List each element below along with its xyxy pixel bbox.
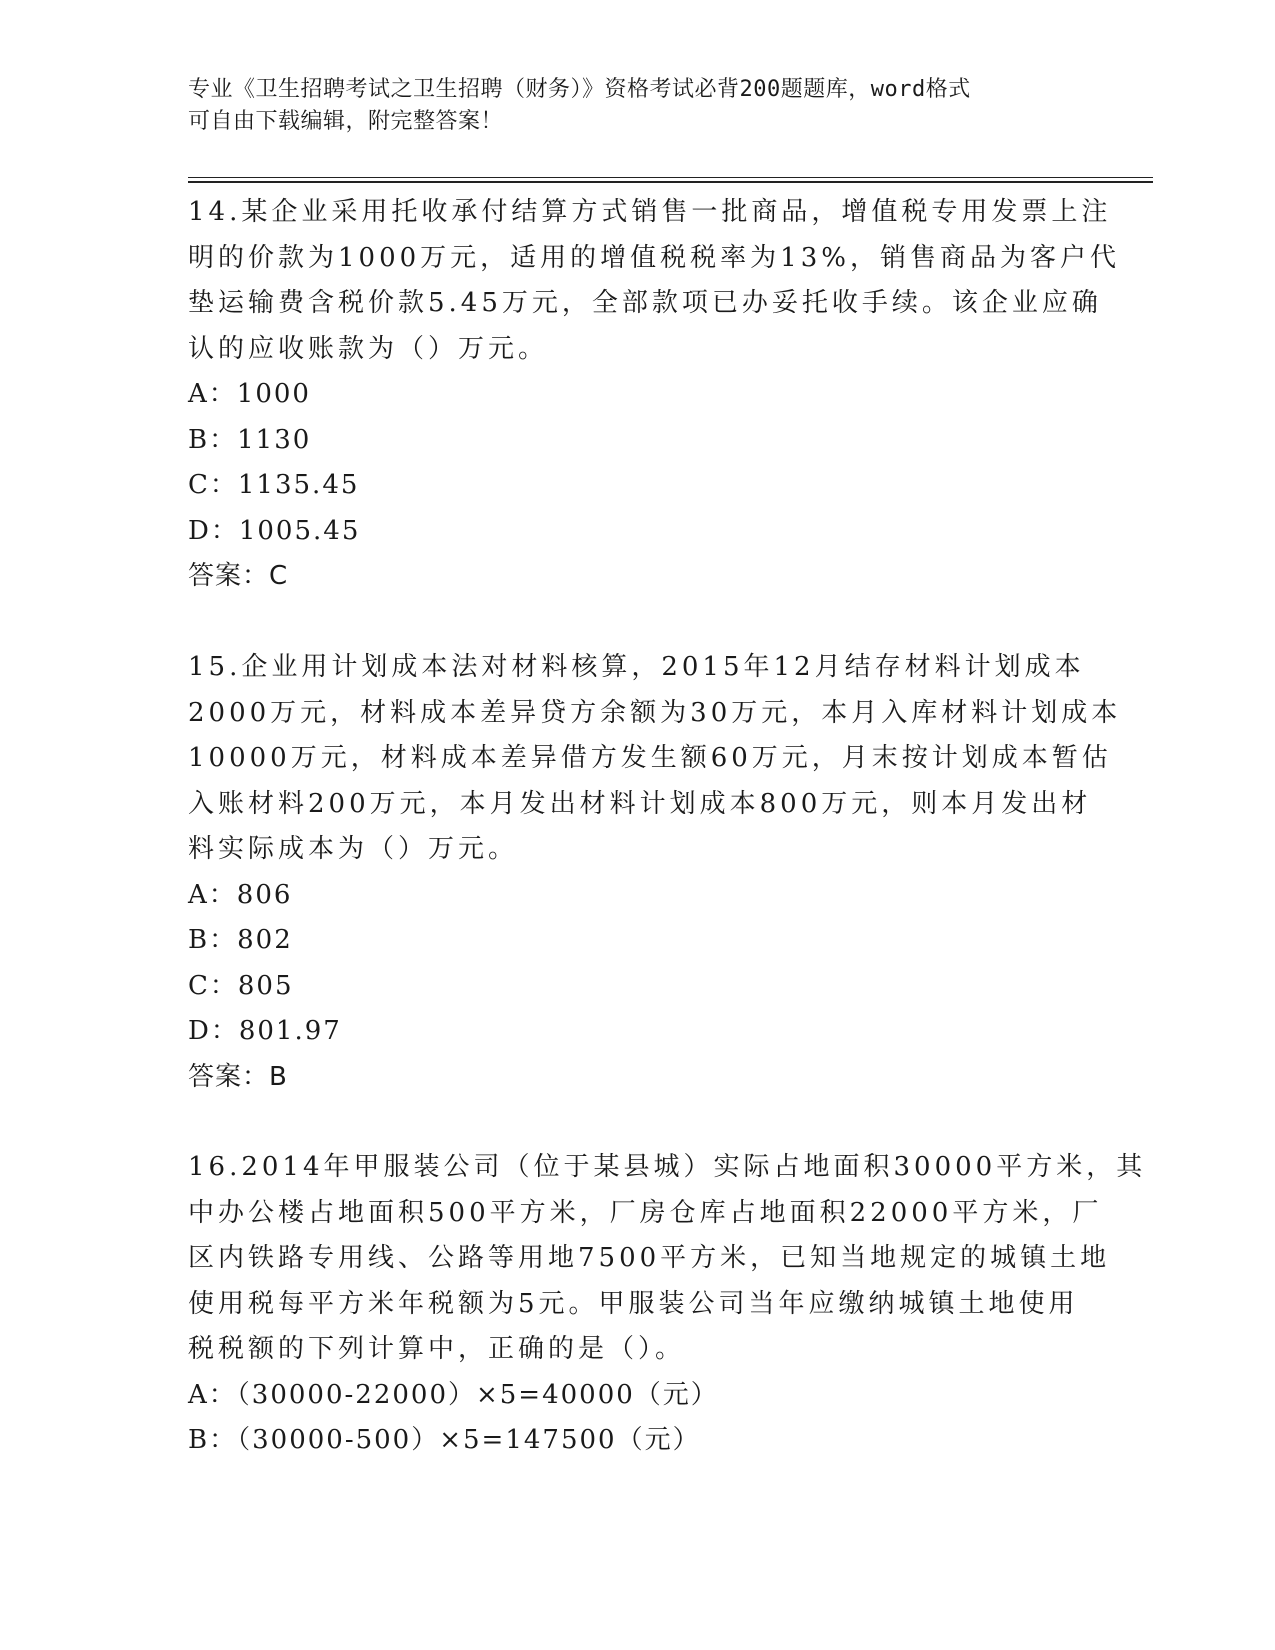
option-b: B：（30000-500）×5=147500（元） — [188, 1425, 701, 1455]
answer-label: 答案：B — [188, 1061, 288, 1092]
option-c: C：1135.45 — [188, 470, 360, 500]
option-a: A：（30000-22000）×5=40000（元） — [188, 1379, 719, 1410]
question-stem-line: 中办公楼占地面积500平方米，厂房仓库占地面积22000平方米，厂 — [188, 1197, 1103, 1228]
question-stem-line: 14.某企业采用托收承付结算方式销售一批商品，增值税专用发票上注 — [188, 197, 1112, 227]
answer-label: 答案：C — [188, 561, 289, 591]
question-stem-line: 16.2014年甲服装公司（位于某县城）实际占地面积30000平方米，其 — [188, 1152, 1147, 1182]
header-line-2: 可自由下载编辑，附完整答案！ — [188, 109, 504, 134]
question-15 — [188, 645, 1122, 1100]
option-d: D：801.97 — [188, 1016, 342, 1046]
header-divider-thick — [188, 181, 1153, 183]
question-stem-line: 10000万元，材料成本差异借方发生额60万元，月末按计划成本暂估 — [188, 743, 1112, 773]
question-16 — [188, 1145, 1147, 1464]
question-stem-line: 明的价款为1000万元，适用的增值税税率为13%，销售商品为客户代 — [188, 242, 1120, 273]
option-b: B：802 — [188, 925, 293, 955]
question-stem-line: 料实际成本为（）万元。 — [188, 834, 519, 864]
header-line-1: 专业《卫生招聘考试之卫生招聘（财务）》资格考试必背200题题库，word格式 — [188, 77, 971, 102]
question-14 — [188, 190, 1120, 600]
document-header — [188, 74, 1088, 138]
question-stem-line: 认的应收账款为（）万元。 — [188, 333, 549, 364]
question-stem-line: 垫运输费含税价款5.45万元，全部款项已办妥托收手续。该企业应确 — [188, 288, 1102, 318]
question-stem-line: 15.企业用计划成本法对材料核算，2015年12月结存材料计划成本 — [188, 652, 1085, 682]
option-c: C：805 — [188, 970, 294, 1001]
header-divider-thin — [188, 177, 1153, 178]
question-stem-line: 税税额的下列计算中，正确的是（）。 — [188, 1334, 686, 1364]
question-stem-line: 2000万元，材料成本差异贷方余额为30万元，本月入库材料计划成本 — [188, 697, 1122, 728]
option-a: A：1000 — [188, 379, 311, 409]
option-a: A：806 — [188, 879, 293, 910]
question-stem-line: 区内铁路专用线、公路等用地7500平方米，已知当地规定的城镇土地 — [188, 1243, 1111, 1273]
option-b: B：1130 — [188, 424, 312, 455]
question-stem-line: 使用税每平方米年税额为5元。甲服装公司当年应缴纳城镇土地使用 — [188, 1288, 1079, 1319]
option-d: D：1005.45 — [188, 515, 361, 546]
question-stem-line: 入账材料200万元，本月发出材料计划成本800万元，则本月发出材 — [188, 788, 1092, 819]
